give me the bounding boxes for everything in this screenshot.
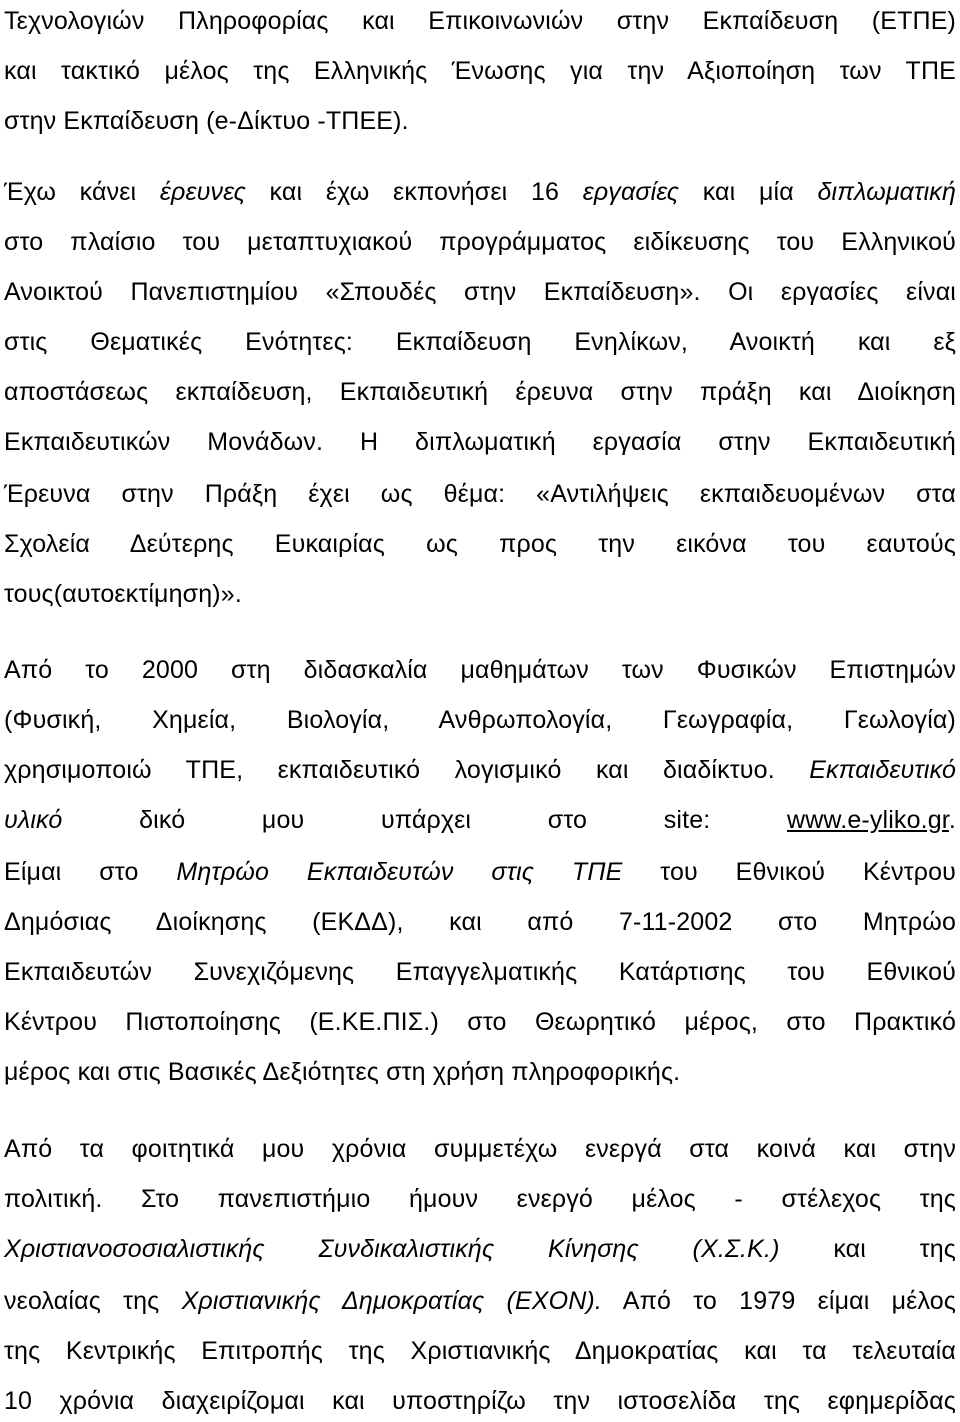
text-line: [4, 753, 956, 787]
italic-text: έρευνες: [159, 178, 246, 206]
text-line: στην Εκπαίδευση (e-Δίκτυο -ΤΠΕΕ).: [4, 107, 409, 135]
text-run: νεολαίας της: [4, 1287, 182, 1315]
text-line: Εκπαιδευτών Συνεχιζόμενης Επαγγελματικής Κατάρτισης του Εθνικού: [4, 958, 956, 986]
italic-text: Εκπαιδευτικό: [809, 756, 956, 784]
text-run: χρησιμοποιώ ΤΠΕ, εκπαιδευτικό λογισμικό και διαδίκτυο.: [4, 756, 810, 784]
text-run: Από το 1979 είμαι μέλος: [601, 1287, 956, 1315]
italic-text: Χριστιανοσοσιαλιστικής Συνδικαλιστικής Κίνησης (Χ.Σ.Κ.): [4, 1235, 780, 1263]
text-line: Ανοικτού Πανεπιστημίου «Σπουδές στην Εκπαίδευση». Οι εργασίες είναι: [4, 278, 956, 306]
text-line: Από τα φοιτητικά μου χρόνια συμμετέχω ενεργά στα κοινά και στην: [4, 1135, 956, 1163]
text-run: Είμαι στο: [4, 858, 177, 886]
italic-text: υλικό: [4, 806, 63, 834]
text-line: [4, 1284, 956, 1318]
text-line: πολιτική. Στο πανεπιστήμιο ήμουν ενεργό μέλος - στέλεχος της: [4, 1185, 956, 1213]
italic-text: διπλωματική: [817, 178, 956, 206]
text-run: δικό μου υπάρχει στο site:: [62, 806, 788, 834]
italic-text: εργασίες: [582, 178, 680, 206]
text-line: τους(αυτοεκτίμηση)».: [4, 580, 242, 608]
text-line: Δημόσιας Διοίκησης (ΕΚΔΔ), και από 7-11-2002 στο Μητρώο: [4, 908, 956, 936]
italic-text: Μητρώο Εκπαιδευτών στις ΤΠΕ: [176, 858, 623, 886]
text-line: Από το 2000 στη διδασκαλία μαθημάτων των Φυσικών Επιστημών: [4, 656, 956, 684]
text-line: 10 χρόνια διαχειρίζομαι και υποστηρίζω την ιστοσελίδα της εφημερίδας: [4, 1387, 956, 1415]
text-line: [4, 855, 956, 889]
text-line: [4, 175, 956, 209]
text-line: Σχολεία Δεύτερης Ευκαιρίας ως προς την εικόνα του εαυτούς: [4, 530, 956, 558]
text-run: Έχω κάνει: [4, 178, 160, 206]
text-run: και μία: [679, 178, 818, 206]
text-line: της Κεντρικής Επιτροπής της Χριστιανικής Δημοκρατίας και τα τελευταία: [4, 1337, 956, 1365]
text-line: [4, 1232, 956, 1266]
text-line: μέρος και στις Βασικές Δεξιότητες στη χρήση πληροφορικής.: [4, 1058, 681, 1086]
text-run: .: [948, 806, 956, 834]
text-run: του Εθνικού Κέντρου: [622, 858, 956, 886]
text-line: Τεχνολογιών Πληροφορίας και Επικοινωνιών στην Εκπαίδευση (ΕΤΠΕ): [4, 7, 956, 35]
text-line: (Φυσική, Χημεία, Βιολογία, Ανθρωπολογία, Γεωγραφία, Γεωλογία): [4, 706, 956, 734]
text-run: και της: [779, 1235, 956, 1263]
site-link[interactable]: www.e-yliko.gr: [787, 806, 949, 834]
text-line: [4, 803, 956, 837]
text-line: Κέντρου Πιστοποίησης (Ε.ΚΕ.ΠΙΣ.) στο Θεωρητικό μέρος, στο Πρακτικό: [4, 1008, 956, 1036]
text-run: και έχω εκπονήσει 16: [245, 178, 583, 206]
text-line: Εκπαιδευτικών Μονάδων. Η διπλωματική εργασία στην Εκπαιδευτική: [4, 428, 956, 456]
text-line: και τακτικό μέλος της Ελληνικής Ένωσης για την Αξιοποίηση των ΤΠΕ: [4, 57, 956, 85]
text-line: αποστάσεως εκπαίδευση, Εκπαιδευτική έρευνα στην πράξη και Διοίκηση: [4, 378, 956, 406]
text-line: στις Θεματικές Ενότητες: Εκπαίδευση Ενηλίκων, Ανοικτή και εξ: [4, 328, 956, 356]
text-line: Έρευνα στην Πράξη έχει ως θέμα: «Αντιλήψεις εκπαιδευομένων στα: [4, 480, 956, 508]
italic-text: Χριστιανικής Δημοκρατίας (ΕΧΟΝ).: [181, 1287, 602, 1315]
text-line: στο πλαίσιο του μεταπτυχιακού προγράμματος ειδίκευσης του Ελληνικού: [4, 228, 956, 256]
